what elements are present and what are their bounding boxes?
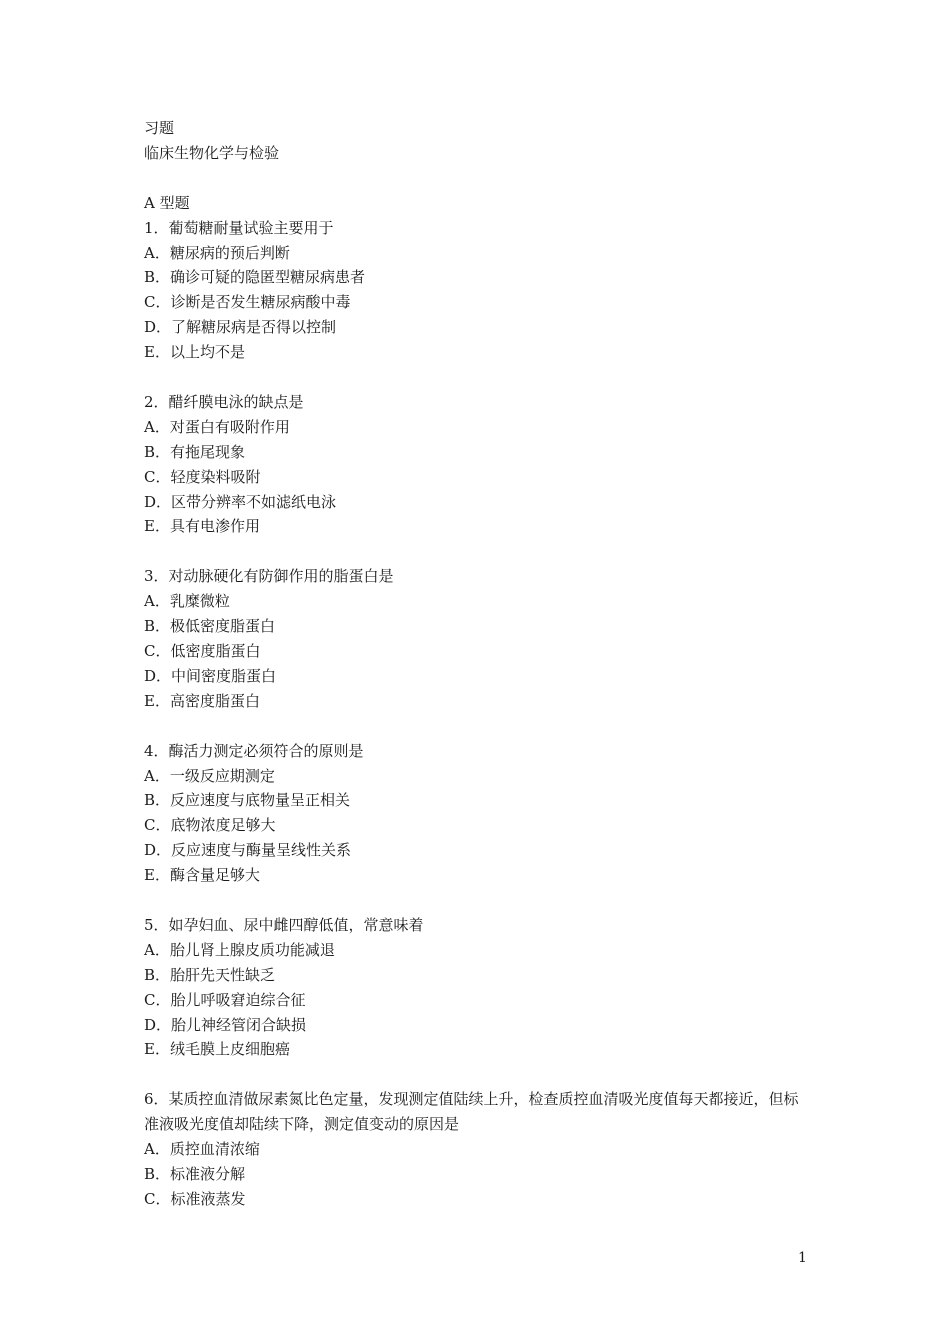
option-b: B．胎肝先天性缺乏: [144, 965, 276, 984]
question-4: [144, 739, 816, 888]
question-stem: 4．酶活力测定必须符合的原则是: [144, 741, 364, 760]
document-subtitle: 临床生物化学与检验: [144, 143, 280, 162]
option-d: D．反应速度与酶量呈线性关系: [144, 841, 352, 860]
option-d: D．中间密度脂蛋白: [144, 666, 277, 685]
spacer: [144, 166, 816, 191]
option-d: D．了解糖尿病是否得以控制: [144, 318, 337, 337]
question-2: [144, 390, 816, 539]
option-e: E．绒毛膜上皮细胞癌: [144, 1040, 290, 1059]
option-b: B．反应速度与底物量呈正相关: [144, 791, 351, 810]
option-e: E．酶含量足够大: [144, 866, 260, 885]
option-b: B．有拖尾现象: [144, 442, 246, 461]
option-c: C．轻度染料吸附: [144, 467, 261, 486]
option-e: E．具有电渗作用: [144, 517, 260, 536]
spacer: [144, 539, 816, 564]
document-title: 习题: [144, 119, 175, 137]
option-c: C．低密度脂蛋白: [144, 641, 261, 660]
option-c: C．底物浓度足够大: [144, 816, 276, 835]
spacer: [144, 365, 816, 390]
question-stem: 6．某质控血清做尿素氮比色定量，发现测定值陆续上升，检查质控血清吸光度值每天都接近，但标准液吸光度值却陆续下降，测定值变动的原因是: [144, 1090, 799, 1134]
question-stem: 2．醋纤膜电泳的缺点是: [144, 392, 304, 411]
section-heading: A 型题: [144, 193, 190, 212]
option-c: C．胎儿呼吸窘迫综合征: [144, 990, 306, 1009]
question-6: [144, 1087, 816, 1212]
option-b: B．确诊可疑的隐匿型糖尿病患者: [144, 268, 366, 287]
option-c: C．标准液蒸发: [144, 1189, 246, 1208]
question-5: [144, 913, 816, 1062]
spacer: [144, 714, 816, 739]
question-3: [144, 564, 816, 713]
question-stem: 1．葡萄糖耐量试验主要用于: [144, 218, 334, 237]
document-page: [144, 116, 816, 1212]
option-a: A．胎儿肾上腺皮质功能减退: [144, 940, 335, 959]
question-1: [144, 216, 816, 365]
option-a: A．乳糜微粒: [144, 592, 230, 611]
question-stem: 5．如孕妇血、尿中雌四醇低值，常意味着: [144, 915, 424, 934]
page-number: 1: [798, 1250, 807, 1266]
option-b: B．标准液分解: [144, 1164, 246, 1183]
option-a: A．对蛋白有吸附作用: [144, 417, 290, 436]
option-d: D．区带分辨率不如滤纸电泳: [144, 492, 337, 511]
option-d: D．胎儿神经管闭合缺损: [144, 1015, 307, 1034]
option-a: A．糖尿病的预后判断: [144, 243, 290, 262]
option-e: E．以上均不是: [144, 343, 245, 362]
option-b: B．极低密度脂蛋白: [144, 617, 276, 636]
option-a: A．一级反应期测定: [144, 766, 275, 785]
option-e: E．高密度脂蛋白: [144, 691, 260, 710]
option-c: C．诊断是否发生糖尿病酸中毒: [144, 293, 351, 312]
option-a: A．质控血清浓缩: [144, 1140, 260, 1159]
question-stem: 3．对动脉硬化有防御作用的脂蛋白是: [144, 567, 394, 586]
spacer: [144, 1062, 816, 1087]
spacer: [144, 888, 816, 913]
